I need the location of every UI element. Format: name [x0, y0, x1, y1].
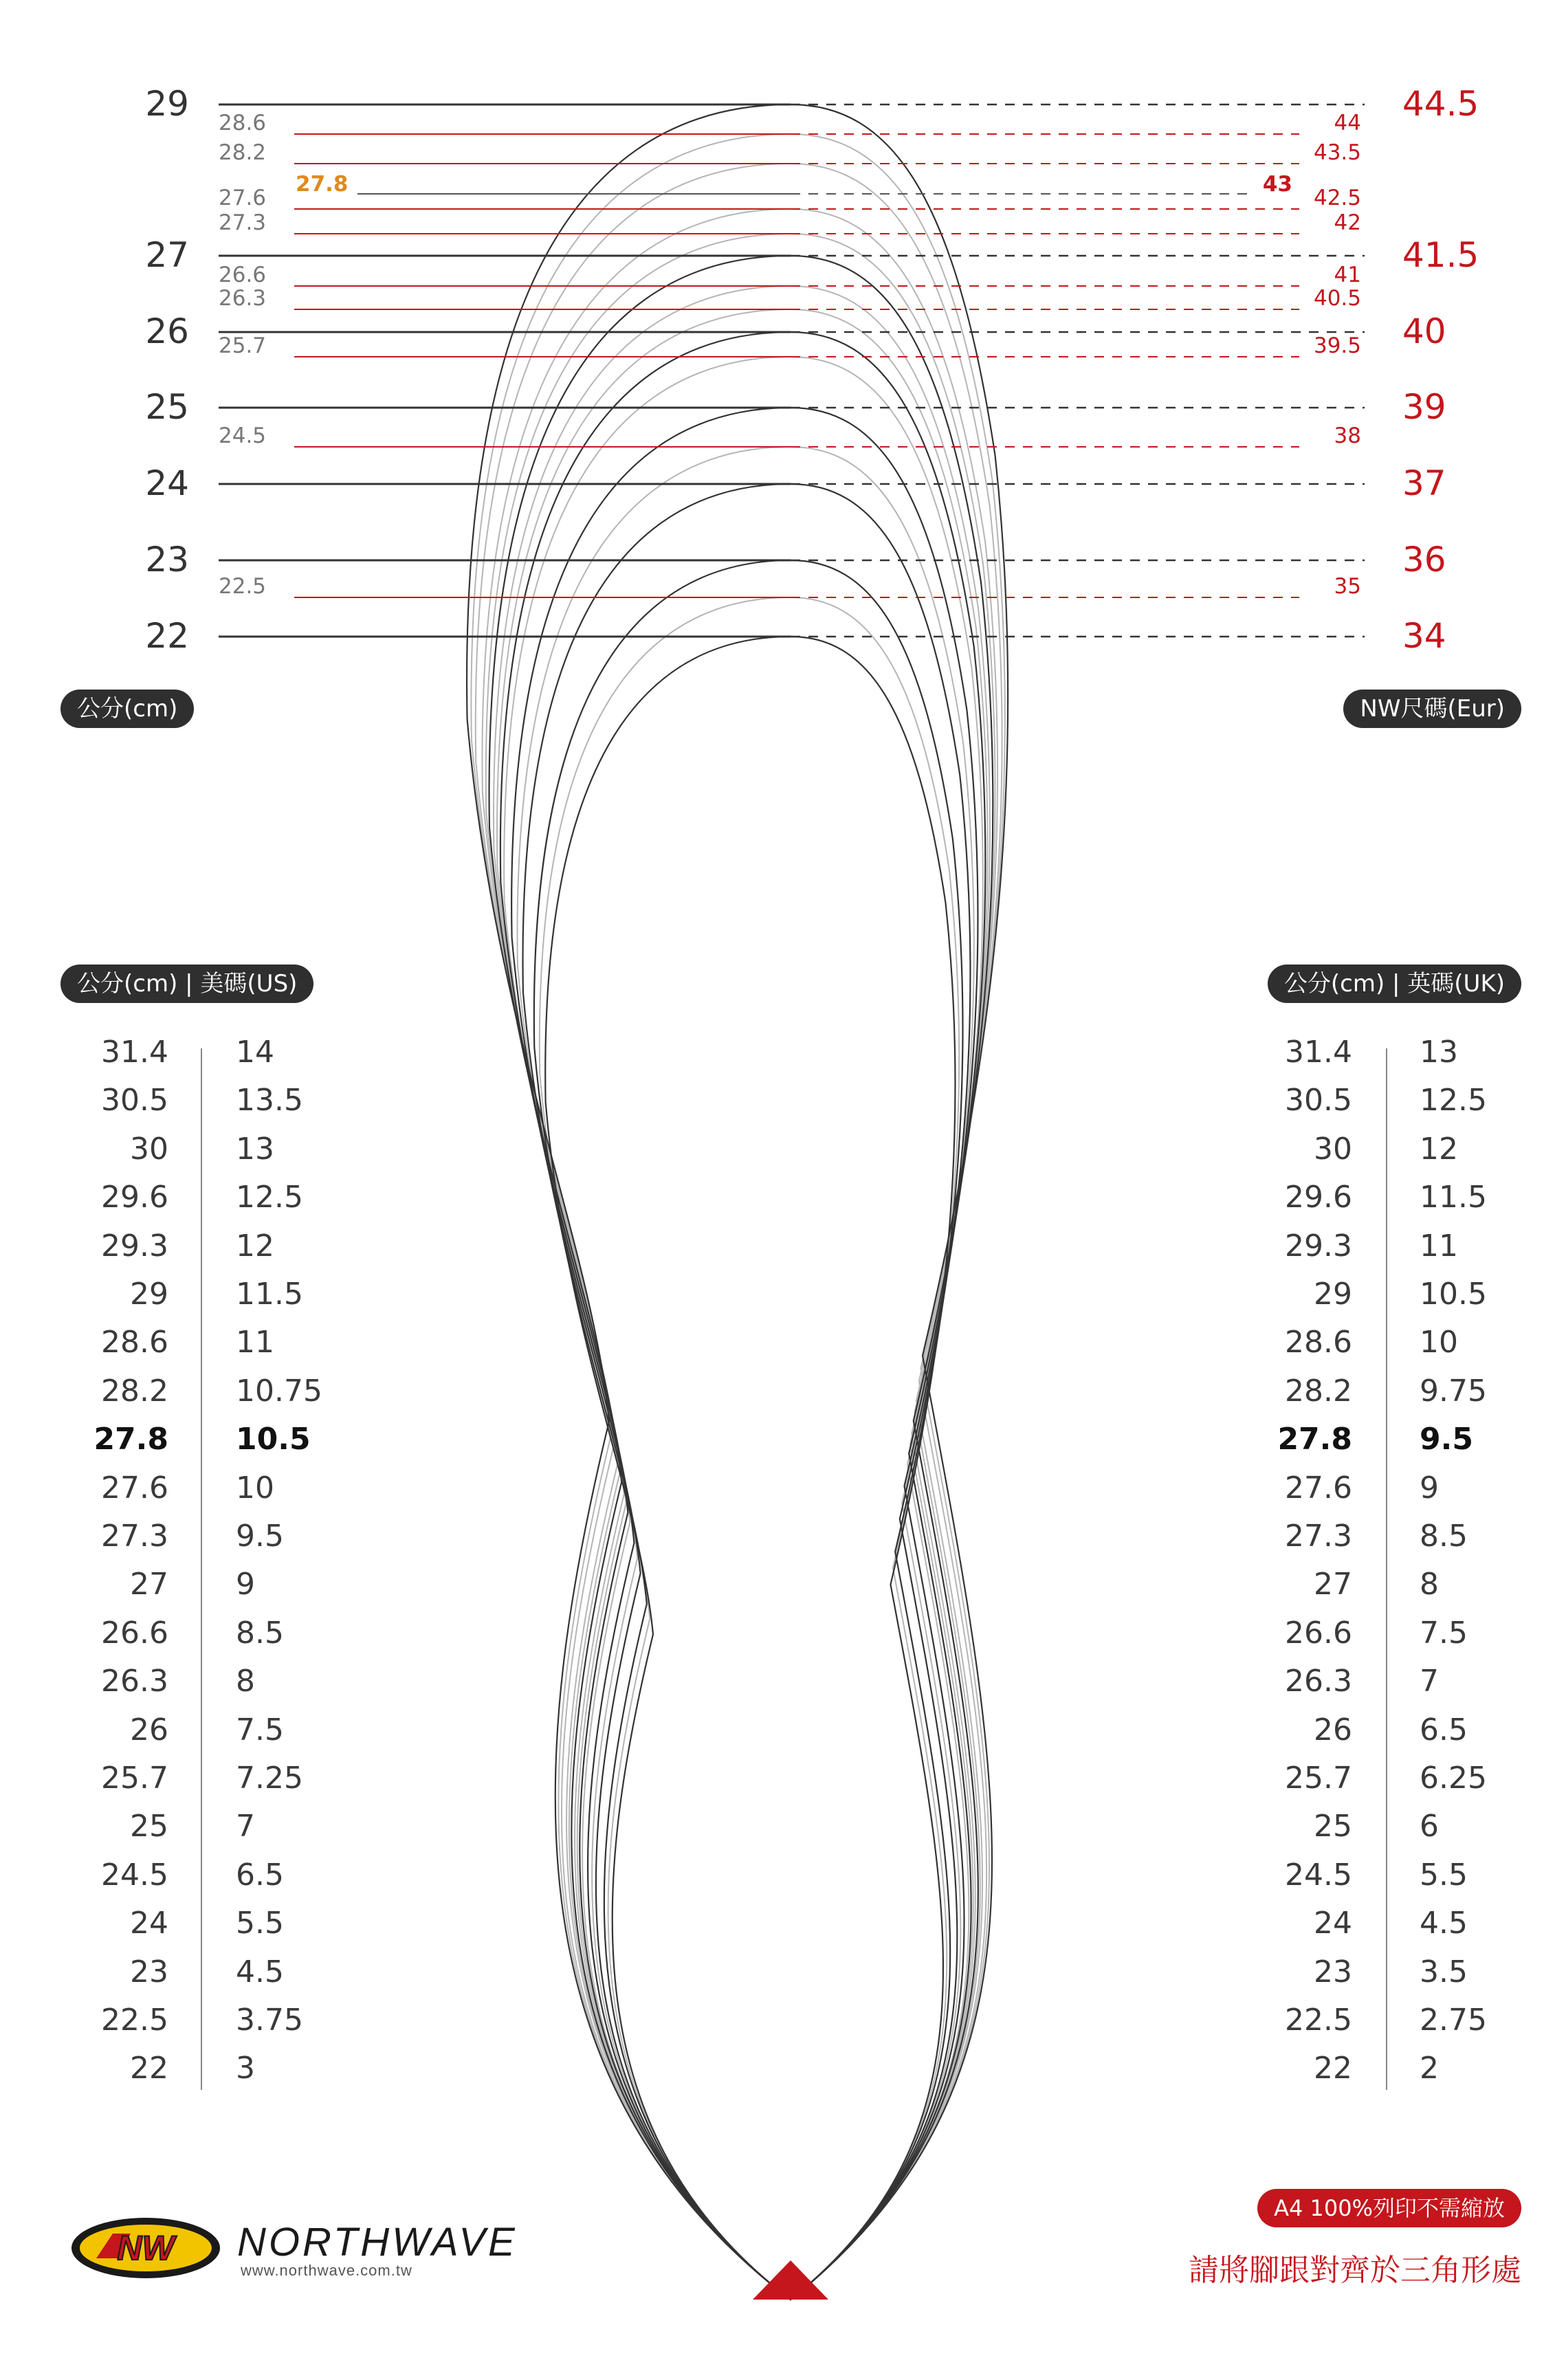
row-size: 9.75 — [1420, 1373, 1487, 1409]
eur-label: 41.5 — [1402, 235, 1479, 275]
logo-mark: NW — [117, 2229, 175, 2267]
row-size: 5.5 — [236, 1906, 284, 1941]
eur-label-minor: 44 — [1334, 111, 1361, 135]
row-size: 9 — [236, 1567, 255, 1602]
row-cm: 30 — [130, 1131, 168, 1167]
row-size: 6 — [1420, 1809, 1439, 1844]
row-cm: 22.5 — [1285, 2003, 1352, 2038]
eur-label-minor: 43.5 — [1313, 140, 1361, 165]
row-cm: 23 — [130, 1954, 168, 1990]
cm-label: 26 — [145, 311, 189, 351]
eur-label-minor: 40.5 — [1313, 286, 1361, 311]
row-cm: 22 — [130, 2051, 168, 2086]
row-size: 3.75 — [236, 2003, 303, 2038]
row-cm: 27.3 — [1285, 1519, 1352, 1554]
row-cm: 25.7 — [1285, 1761, 1352, 1796]
row-cm: 31.4 — [1285, 1035, 1352, 1070]
row-size: 7.5 — [1420, 1615, 1468, 1651]
cm-label: 29 — [145, 84, 189, 124]
row-cm: 29 — [130, 1277, 168, 1312]
cm-label: 27 — [145, 235, 189, 275]
row-cm: 26.6 — [101, 1615, 168, 1651]
foot-outline — [497, 309, 988, 2300]
row-cm: 29.3 — [101, 1228, 168, 1264]
row-cm: 25 — [1314, 1809, 1352, 1844]
row-cm: 28.6 — [101, 1325, 168, 1360]
row-size: 12 — [236, 1228, 274, 1264]
row-cm: 29.6 — [101, 1180, 168, 1215]
row-size: 7 — [1420, 1664, 1439, 1699]
row-size: 4.5 — [1420, 1906, 1468, 1941]
foot-outline — [467, 104, 1008, 2300]
row-cm: 29.3 — [1285, 1228, 1352, 1264]
cm-label-minor: 22.5 — [219, 574, 267, 599]
cm-label-minor: 28.2 — [219, 140, 267, 165]
row-size: 9.5 — [1420, 1422, 1473, 1457]
eur-label-minor: 38 — [1334, 423, 1361, 448]
row-size: 12.5 — [1420, 1083, 1487, 1119]
row-cm: 24 — [1314, 1906, 1352, 1941]
brand-name: NORTHWAVE — [237, 2220, 518, 2265]
row-cm: 27.8 — [93, 1422, 168, 1457]
row-cm: 27.6 — [1285, 1470, 1352, 1506]
eur-label-minor: 35 — [1334, 574, 1361, 599]
row-size: 12.5 — [236, 1180, 303, 1215]
foot-outline — [486, 234, 995, 2300]
foot-outline — [500, 332, 986, 2300]
heel-align-note: 請將腳跟對齊於三角形處 — [1189, 2253, 1521, 2288]
row-cm: 31.4 — [101, 1035, 168, 1070]
print-note-badge: A4 100%列印不需縮放 — [1257, 2189, 1521, 2227]
cm-label: 25 — [145, 387, 189, 427]
row-cm: 22 — [1314, 2051, 1352, 2086]
row-size: 10.5 — [236, 1422, 311, 1457]
brand-url: www.northwave.com.tw — [241, 2262, 412, 2279]
row-size: 10 — [1420, 1325, 1458, 1360]
eur-label-minor: 42.5 — [1313, 186, 1361, 210]
row-size: 2 — [1420, 2051, 1439, 2086]
row-size: 10.5 — [1420, 1277, 1487, 1312]
cm-label: 24 — [145, 463, 189, 503]
row-size: 12 — [1420, 1131, 1458, 1167]
row-cm: 24.5 — [1285, 1857, 1352, 1893]
foot-outline — [504, 357, 983, 2300]
northwave-logo-icon — [69, 2210, 223, 2286]
row-size: 2.75 — [1420, 2003, 1487, 2038]
row-size: 10.75 — [236, 1373, 322, 1409]
eur-label-minor: 39.5 — [1313, 333, 1361, 358]
eur-label-minor: 41 — [1334, 263, 1361, 287]
row-cm: 29 — [1314, 1277, 1352, 1312]
row-cm: 30.5 — [101, 1083, 168, 1119]
row-size: 4.5 — [236, 1954, 284, 1990]
row-cm: 29.6 — [1285, 1180, 1352, 1215]
row-size: 14 — [236, 1035, 274, 1070]
foot-outline — [494, 286, 990, 2300]
eur-label: 40 — [1402, 311, 1446, 351]
us-table-divider — [201, 1048, 202, 2090]
uk-table-divider — [1386, 1048, 1387, 2090]
row-cm: 25 — [130, 1809, 168, 1844]
row-size: 9 — [1420, 1470, 1439, 1506]
row-cm: 27 — [130, 1567, 168, 1602]
row-cm: 30 — [1314, 1131, 1352, 1167]
row-cm: 28.6 — [1285, 1325, 1352, 1360]
row-size: 9.5 — [236, 1519, 284, 1554]
uk-table-pill: 公分(cm) | 英碼(UK) — [1268, 965, 1521, 1003]
eur-label: 37 — [1402, 463, 1446, 503]
row-cm: 24.5 — [101, 1857, 168, 1893]
row-size: 7 — [236, 1809, 255, 1844]
eur-size-pill: NW尺碼(Eur) — [1343, 690, 1521, 728]
row-cm: 27.3 — [101, 1519, 168, 1554]
row-size: 8.5 — [236, 1615, 284, 1651]
row-cm: 26.3 — [1285, 1664, 1352, 1699]
cm-label-minor: 28.6 — [219, 111, 267, 135]
foot-outline — [482, 209, 997, 2300]
row-cm: 28.2 — [1285, 1373, 1352, 1409]
row-cm: 27 — [1314, 1567, 1352, 1602]
eur-label-minor: 42 — [1334, 210, 1361, 235]
foot-outline — [489, 256, 993, 2300]
cm-label-minor: 24.5 — [219, 423, 267, 448]
cm-label-minor: 27.3 — [219, 210, 267, 235]
row-size: 13 — [236, 1131, 274, 1167]
row-cm: 26.6 — [1285, 1615, 1352, 1651]
row-size: 13 — [1420, 1035, 1458, 1070]
foot-outline — [534, 560, 963, 2300]
row-cm: 28.2 — [101, 1373, 168, 1409]
row-size: 11.5 — [1420, 1180, 1487, 1215]
cm-label: 23 — [145, 540, 189, 580]
foot-outline — [471, 134, 1005, 2300]
us-table-pill: 公分(cm) | 美碼(US) — [60, 965, 313, 1003]
row-cm: 27.6 — [101, 1470, 168, 1506]
row-size: 8 — [236, 1664, 255, 1699]
eur-label: 36 — [1402, 540, 1446, 580]
eur-label: 34 — [1402, 616, 1446, 656]
heel-triangle-icon — [753, 2260, 828, 2300]
cm-label-highlight: 27.8 — [296, 172, 349, 197]
row-size: 11 — [236, 1325, 274, 1360]
row-size: 6.5 — [236, 1857, 284, 1893]
row-size: 13.5 — [236, 1083, 303, 1119]
row-cm: 27.8 — [1277, 1422, 1352, 1457]
row-size: 11 — [1420, 1228, 1458, 1264]
eur-label-highlight: 43 — [1262, 172, 1292, 197]
row-size: 7.5 — [236, 1712, 284, 1748]
row-cm: 26 — [1314, 1712, 1352, 1748]
cm-pill: 公分(cm) — [60, 690, 194, 728]
row-size: 3.5 — [1420, 1954, 1468, 1990]
cm-label-minor: 27.6 — [219, 186, 267, 210]
row-size: 6.5 — [1420, 1712, 1468, 1748]
row-size: 5.5 — [1420, 1857, 1468, 1893]
row-cm: 30.5 — [1285, 1083, 1352, 1119]
row-cm: 26 — [130, 1712, 168, 1748]
foot-outline — [518, 447, 974, 2300]
row-cm: 24 — [130, 1906, 168, 1941]
cm-label-minor: 25.7 — [219, 333, 267, 358]
row-cm: 23 — [1314, 1954, 1352, 1990]
row-size: 8 — [1420, 1567, 1439, 1602]
row-size: 8.5 — [1420, 1519, 1468, 1554]
cm-label: 22 — [145, 616, 189, 656]
row-size: 6.25 — [1420, 1761, 1487, 1796]
foot-outline — [511, 408, 978, 2300]
cm-label-minor: 26.3 — [219, 286, 267, 311]
row-cm: 22.5 — [101, 2003, 168, 2038]
row-size: 7.25 — [236, 1761, 303, 1796]
row-size: 11.5 — [236, 1277, 303, 1312]
row-cm: 26.3 — [101, 1664, 168, 1699]
row-size: 10 — [236, 1470, 274, 1506]
row-size: 3 — [236, 2051, 255, 2086]
eur-label: 39 — [1402, 387, 1446, 427]
row-cm: 25.7 — [101, 1761, 168, 1796]
eur-label: 44.5 — [1402, 84, 1479, 124]
cm-label-minor: 26.6 — [219, 263, 267, 287]
